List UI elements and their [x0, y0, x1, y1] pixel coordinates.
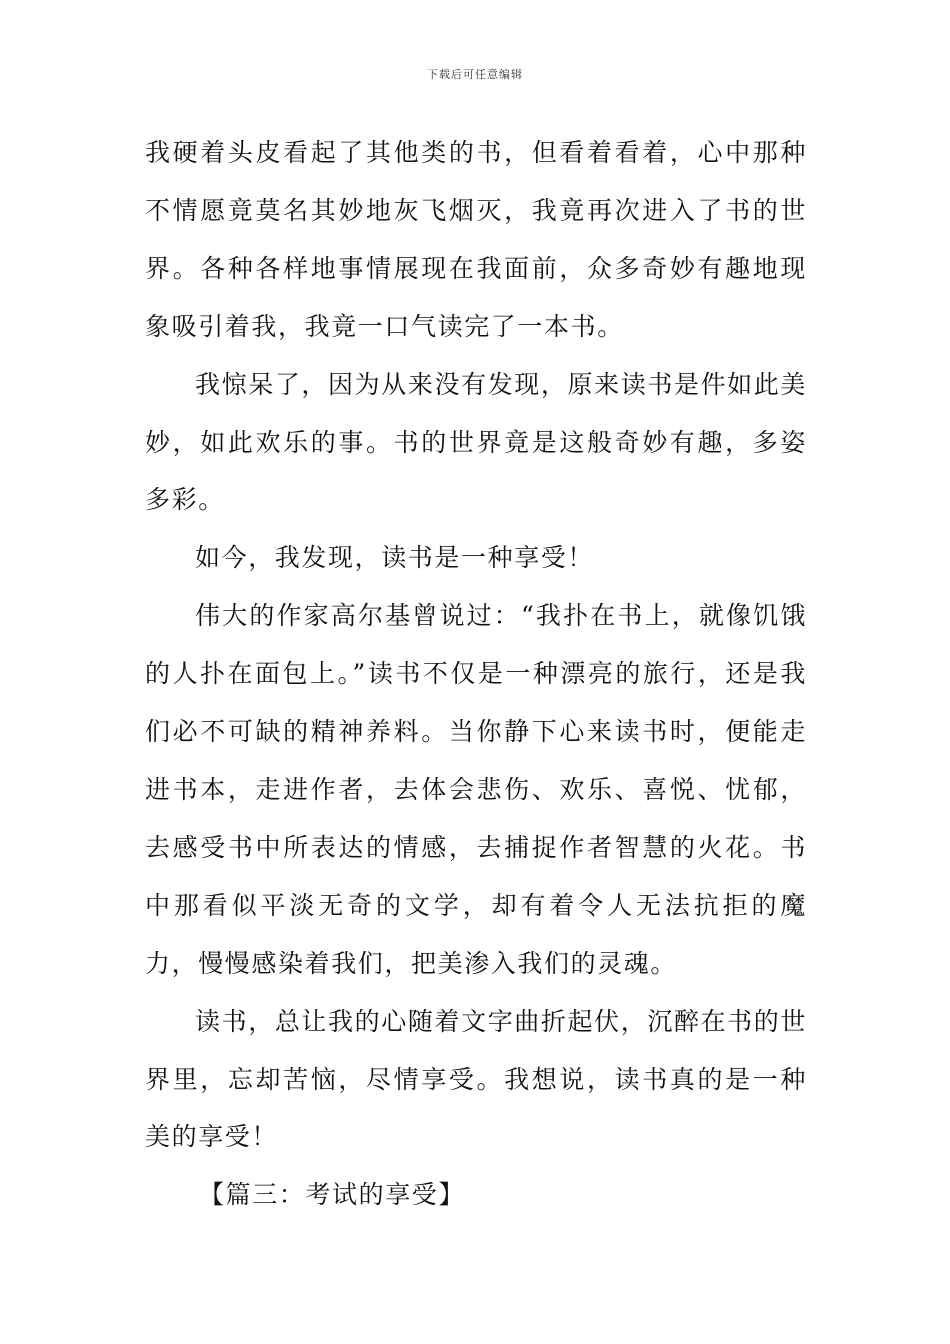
paragraph: 读书，总让我的心随着文字曲折起伏，沉醉在书的世界里，忘却苦恼，尽情享受。我想说，读书真的是一种美的享受！ [145, 1006, 807, 1152]
paragraph: 伟大的作家高尔基曾说过：“我扑在书上，就像饥饿的人扑在面包上。”读书不仅是一种漂亮的旅行，还是我们必不可缺的精神养料。当你静下心来读书时，便能走进书本，走进作者，去体会悲伤、欢乐、喜悦、忧郁，去感受书中所表达的情感，去捕捉作者智慧的火花。书中那看似平淡无奇的文学，却有着令人无法抗拒的魔力，慢慢感染着我们，把美渗入我们的灵魂。 [145, 601, 807, 978]
page-header: 下载后可任意编辑 [427, 68, 523, 81]
paragraph: 如今，我发现，读书是一种享受！ [195, 543, 595, 573]
paragraph-continued: 我硬着头皮看起了其他类的书，但看着看着，心中那种不情愿竟莫名其妙地灰飞烟灭，我竟再次进入了书的世界。各种各样地事情展现在我面前，众多奇妙有趣地现象吸引着我，我竟一口气读完了一本书。 [145, 138, 807, 341]
document-body [145, 124, 807, 1224]
section-heading: 【篇三：考试的享受】 [199, 1180, 466, 1210]
paragraph: 我惊呆了，因为从来没有发现，原来读书是件如此美妙，如此欢乐的事。书的世界竟是这般奇妙有趣，多姿多彩。 [145, 369, 807, 515]
